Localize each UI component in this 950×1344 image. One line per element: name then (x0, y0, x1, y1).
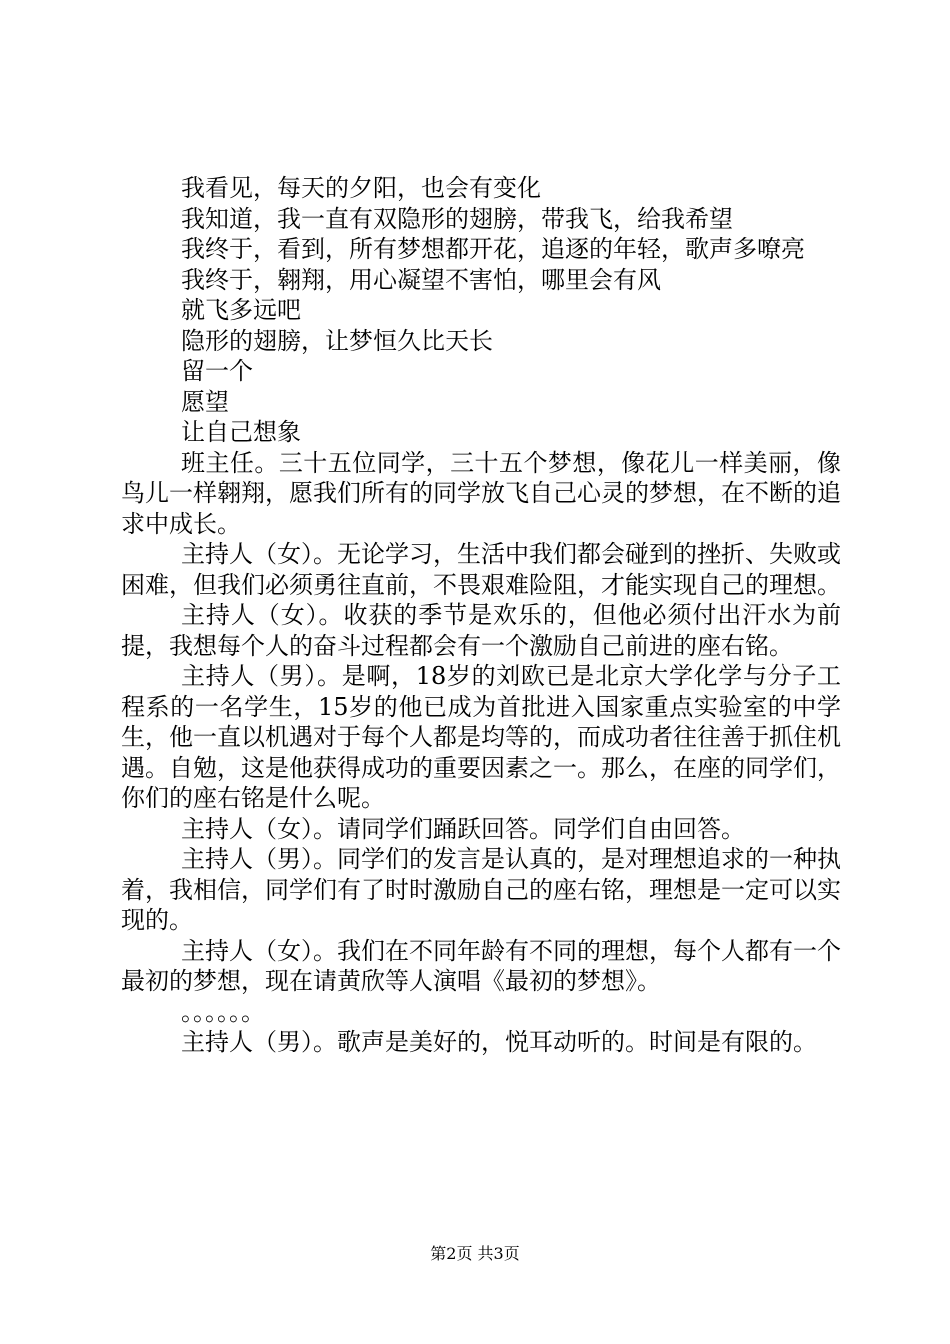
paragraph: 我知道，我一直有双隐形的翅膀，带我飞，给我希望 (181, 204, 733, 233)
paragraph: 我看见，每天的夕阳，也会有变化 (181, 174, 541, 202)
paragraph: 留一个 (181, 357, 253, 385)
paragraph: 愿望 (181, 387, 229, 416)
paragraph: 我终于，翱翔，用心凝望不害怕，哪里会有风 (181, 265, 661, 294)
paragraph: 主持人（女）。无论学习，生活中我们都会碰到的挫折、失败或困难，但我们必须勇往直前，不畏艰难险阻，才能实现自己的理想。 (121, 540, 841, 599)
paragraph: 班主任。三十五位同学，三十五个梦想，像花儿一样美丽，像鸟儿一样翱翔，愿我们所有的同学放飞自己心灵的梦想，在不断的追求中成长。 (121, 448, 841, 538)
paragraph: 让自己想象 (181, 418, 301, 446)
paragraph: 就飞多远吧 (181, 296, 301, 324)
paragraph: 。。。。。。 (181, 997, 265, 1026)
paragraph: 主持人（男）。是啊，18岁的刘欧已是北京大学化学与分子工程系的一名学生，15岁的他已成为首批进入国家重点实验室的中学生，他一直以机遇对于每个人都是均等的，而成功者往往善于抓住机遇。自勉，这是他获得成功的重要因素之一。那么，在座的同学们，你们的座右铭是什么呢。 (121, 662, 841, 812)
document-body (121, 173, 841, 1058)
paragraph: 主持人（女）。收获的季节是欢乐的，但他必须付出汗水为前提，我想每个人的奋斗过程都会有一个激励自己前进的座右铭。 (121, 601, 841, 660)
paragraph: 主持人（男）。歌声是美好的，悦耳动听的。时间是有限的。 (181, 1028, 817, 1056)
page-number-footer: 第2页 共3页 (430, 1244, 520, 1263)
paragraph: 主持人（男）。同学们的发言是认真的，是对理想追求的一种执着，我相信，同学们有了时时激励自己的座右铭，理想是一定可以实现的。 (121, 845, 841, 934)
paragraph: 主持人（女）。我们在不同年龄有不同的理想，每个人都有一个最初的梦想，现在请黄欣等人演唱《最初的梦想》。 (121, 936, 841, 995)
paragraph: 主持人（女）。请同学们踊跃回答。同学们自由回答。 (181, 814, 745, 843)
paragraph: 隐形的翅膀，让梦恒久比天长 (181, 326, 493, 355)
paragraph: 我终于，看到，所有梦想都开花，追逐的年轻，歌声多嘹亮 (181, 235, 805, 263)
